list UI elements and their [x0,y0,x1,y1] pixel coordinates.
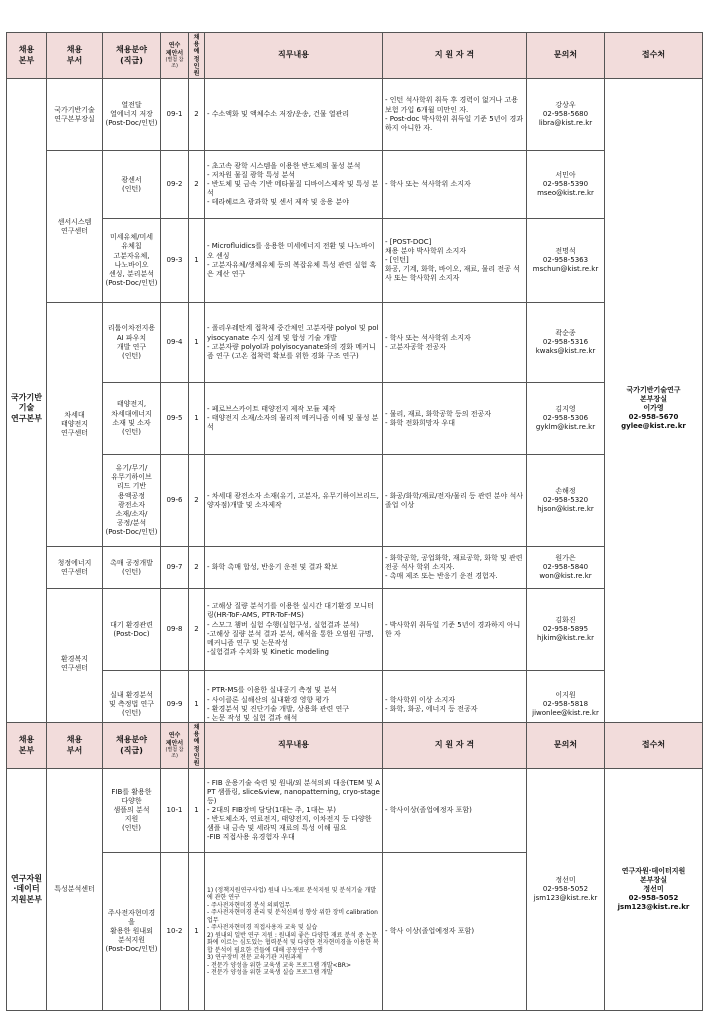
field-cell: 촉매 공정개발 (인턴) [103,547,161,589]
doc-cell: 09-8 [161,589,189,671]
dept-cell: 차세대 태양전지 연구센터 [47,303,103,547]
doc-header-label: 연수 제안서 [165,732,184,747]
hq-cell: 연구자원 ·데이터 지원본부 [7,769,47,1011]
doc-cell: 10-2 [161,853,189,1011]
duty-cell: - 수소액화 및 액체수소 저장/운송, 건물 열관리 [205,79,383,151]
qual-cell: - [POST-DOC] 채용 분야 박사학위 소지자 - [인턴] 화공, 기계, 화학, 바이오, 재료, 물리 전공 석사 또는 학사학위 소지자 [383,219,527,303]
doc-cell: 09-2 [161,151,189,219]
recruitment-table-2 [6,722,703,1011]
hq-cell: 국가기반 기술 연구본부 [7,79,47,739]
table-row [7,547,703,589]
field-cell: 열전달 열에너지 저장 (Post-Doc/인턴) [103,79,161,151]
qual-header: 지 원 자 격 [383,33,527,79]
doc-cell: 09-5 [161,383,189,455]
num-header: 채용 예정 인원 [189,723,205,769]
field-cell: 주사전자현미경을 활용한 원내외 분석지원 (Post-Doc/인턴) [103,853,161,1011]
field-cell: 태양전지, 차세대에너지 소재 및 소자 (인턴) [103,383,161,455]
duty-cell: - Microfluidics를 응용한 미세에너지 전환 및 나노바이오 센싱 - 고분자유체/생체유체 등의 복잡유체 특성 관련 실험 혹은 계산 연구 [205,219,383,303]
doc-header-sub: (별첨 참조) [165,56,184,69]
num-cell: 1 [189,303,205,383]
doc-cell: 10-1 [161,769,189,853]
contact-cell: 원가은 02-958-5840 won@kist.re.kr [527,547,605,589]
qual-header: 지 원 자 격 [383,723,527,769]
field-cell: 유기/무기/ 유무기하이브 리드 기반 용액공정 광전소자 소재/소자/ 공정/분석 (Post-Doc/인턴) [103,455,161,547]
table-row [7,79,703,151]
duty-cell: - 고해상 질량 분석기를 이용한 실시간 대기환경 모니터링(HR-ToF-AMS, PTR-ToF-MS) - 스모그 챔버 실험 수행(실험구성, 실험결과 분석) -고해상 질량 분석 결과 분석, 해석을 통한 오염원 규명, 메커니즘 연구 및 논문작성 -실험결과 수치화 및 Kinetic modeling [205,589,383,671]
table-row [7,769,703,853]
num-cell: 1 [189,853,205,1011]
duty-cell: - PTR-MS를 이용한 실내공기 측정 및 분석 - 사이클론 실해산의 실내환경 영향 평가 - 환경분석 및 진단기술 개발, 상용화 관련 연구 - 논문 작성 및 실험 결과 해석 [205,671,383,739]
field-cell: FIB를 활용한 다양한 샘플의 분석 지원 (인턴) [103,769,161,853]
num-cell: 2 [189,547,205,589]
qual-cell: - 박사학위 취득일 기준 5년이 경과하지 아니한 자 [383,589,527,671]
qual-cell: - 학사학위 이상 소지자 - 화학, 화공, 에너지 등 전공자 [383,671,527,739]
qual-cell: - 학사 또는 석사학위 소지자 [383,151,527,219]
doc-header-sub: (별첨 참조) [165,746,184,759]
duty-cell: - 페로브스카이트 태양전지 제작 모듈 제작 - 태양전지 소재/소자의 물리적 메커니즘 이해 및 물성 분석 [205,383,383,455]
qual-cell: - 학사 또는 석사학위 소지자 - 고분자공학 전공자 [383,303,527,383]
qual-cell: - 학사 이상(졸업예정자 포함) [383,853,527,1011]
num-cell: 1 [189,219,205,303]
qual-cell: - 학사이상(졸업예정자 포함) [383,769,527,853]
table-row [7,455,703,547]
num-cell: 2 [189,589,205,671]
doc-header-label: 연수 제안서 [165,42,184,57]
hq-header: 채용 본부 [7,723,47,769]
qual-cell: - 물리, 재료, 화학공학 등의 전공자 - 화학 전화희망자 우대 [383,383,527,455]
num-header: 채용 예정 인원 [189,33,205,79]
duty-header: 직무내용 [205,723,383,769]
num-cell: 1 [189,383,205,455]
contact-cell: 김지영 02-958-5306 gyklm@kist.re.kr [527,383,605,455]
qual-cell: - 화공/화학/재료/전자/물리 등 관련 분야 석사 졸업 이상 [383,455,527,547]
field-cell: 광센서 (인턴) [103,151,161,219]
doc-cell: 09-3 [161,219,189,303]
apply-cell: 국가기반기술연구 본부장실 이가영 02-958-5670 gylee@kist.re.kr [605,79,703,739]
num-cell: 1 [189,671,205,739]
contact-cell: 정선미 02-958-5052 jsm123@kist.re.kr [527,769,605,1011]
contact-header: 문의처 [527,33,605,79]
table-row [7,219,703,303]
duty-cell: - 차세대 광전소자 소재(유기, 고분자, 유무기하이브리드, 양자점)개발 및 소자제작 [205,455,383,547]
header-row [7,33,703,79]
table-row [7,589,703,671]
contact-cell: 서민아 02-958-5390 mseo@kist.re.kr [527,151,605,219]
recruitment-table-1 [6,32,703,739]
num-cell: 2 [189,151,205,219]
duty-cell: - 초고속 광학 시스템을 이용한 반도체의 물성 분석 - 저차원 물질 광학 특성 분석 - 반도체 및 금속 기반 메타물질 디바이스제작 및 특성 분석 - 테라헤르츠 광과학 및 센서 제작 및 응용 분야 [205,151,383,219]
dept-cell: 환경복지 연구센터 [47,589,103,739]
duty-cell: - 화학 촉매 합성, 반응기 운전 및 결과 확보 [205,547,383,589]
contact-cell: 곽순종 02-958-5316 kwaks@kist.re.kr [527,303,605,383]
field-cell: 미세유체/미세 유체칩 고분자유체, 나노바이오 센싱, 분리분석 (Post-Doc/인턴) [103,219,161,303]
contact-cell: 김화진 02-958-5895 hjkim@kist.re.kr [527,589,605,671]
hq-header: 채용 본부 [7,33,47,79]
qual-cell: - 인턴 석사학위 취득 후 경력이 없거나 고용보험 가입 6개월 미만인 자. - Post-doc 박사학위 취득일 기준 5년이 경과하지 아니한 자. [383,79,527,151]
contact-cell: 이지원 02-958-5818 jiwonlee@kist.re.kr [527,671,605,739]
duty-cell: - 폴리우레탄계 접착제 중간체인 고분자량 polyol 및 polyisocyanate 수지 설계 및 합성 기술 개발 - 고분자량 polyol과 polyisocyanate와의 경화 메커니즘 연구 (고온 접착력 확보를 위한 경화 구조 연구) [205,303,383,383]
num-cell: 1 [189,769,205,853]
duty-header: 직무내용 [205,33,383,79]
dept-cell: 청정에너지 연구센터 [47,547,103,589]
field-cell: 리튬이차전지용 AI 파우치 개발 연구 (인턴) [103,303,161,383]
field-header: 채용분야 (직급) [103,33,161,79]
dept-header: 채용 부서 [47,723,103,769]
table-row [7,151,703,219]
dept-header: 채용 부서 [47,33,103,79]
header-row [7,723,703,769]
apply-cell: 연구자원·데이터지원 본부장실 정선미 02-958-5052 jsm123@kist.re.kr [605,769,703,1011]
dept-cell: 특성분석센터 [47,769,103,1011]
contact-cell: 전명석 02-958-5363 mschun@kist.re.kr [527,219,605,303]
num-cell: 2 [189,455,205,547]
dept-cell: 국가기반기술 연구본부장실 [47,79,103,151]
field-cell: 대기 환경관련 (Post-Doc) [103,589,161,671]
contact-header: 문의처 [527,723,605,769]
field-header: 채용분야 (직급) [103,723,161,769]
doc-header [161,723,189,769]
apply-header: 접수처 [605,33,703,79]
contact-cell: 강상우 02-958-5680 libra@kist.re.kr [527,79,605,151]
table-row [7,303,703,383]
doc-cell: 09-1 [161,79,189,151]
doc-header [161,33,189,79]
contact-cell: 손해정 02-958-5320 hjson@kist.re.kr [527,455,605,547]
duty-cell: - FIB 운용기술 숙련 및 원내/외 분석의뢰 대응(TEM 및 APT 샘플링, slice&view, nanopatterning, cryo-stage 등) - 2대의 FIB장비 담당(1대는 주, 1대는 부) - 반도체소자, 연료전지, 태양전지, 이차전지 등 다양한 샘플 내 금속 및 세라믹 재료의 특성 이해 필요 -FIB 직접사용 유경험자 우대 [205,769,383,853]
doc-cell: 09-9 [161,671,189,739]
num-cell: 2 [189,79,205,151]
doc-cell: 09-6 [161,455,189,547]
doc-cell: 09-7 [161,547,189,589]
dept-cell: 센서시스템 연구센터 [47,151,103,303]
duty-cell: 1) (정책지원연구사업) 원내 나노재료 분석지원 및 분석기술 개발에 관한 연구 - 주사전자현미경 분석 의뢰업무 - 주사전자현미경 관리 및 분석신뢰성 향상 위한 장비 calibration 업무 - 주사전자현미경 직접사용자 교육 및 실습 2) 원내의 일반 연구 지원 : 원내의 좋은 다양한 재료 분석 중 논문화에 이르는 심도있는 협력분석 및 다양한 전자현미경을 이용한 복합 분석이 필요한 건들에 대해 공동연구 수행 3) 연구장비 전문 교육기관 지원과제 - 전문가 양성을 위한 교육생 교육 프로그램 개발<BR> - 전문가 양성을 위한 교육생 실습 프로그램 개발 [205,853,383,1011]
qual-cell: - 화학공학, 공업화학, 재료공학, 화학 및 관련 전공 석사 학위 소지자. - 촉매 제조 또는 반응기 운전 경험자. [383,547,527,589]
table-row [7,383,703,455]
doc-cell: 09-4 [161,303,189,383]
apply-header: 접수처 [605,723,703,769]
field-cell: 실내 환경분석 및 측정법 연구 (인턴) [103,671,161,739]
